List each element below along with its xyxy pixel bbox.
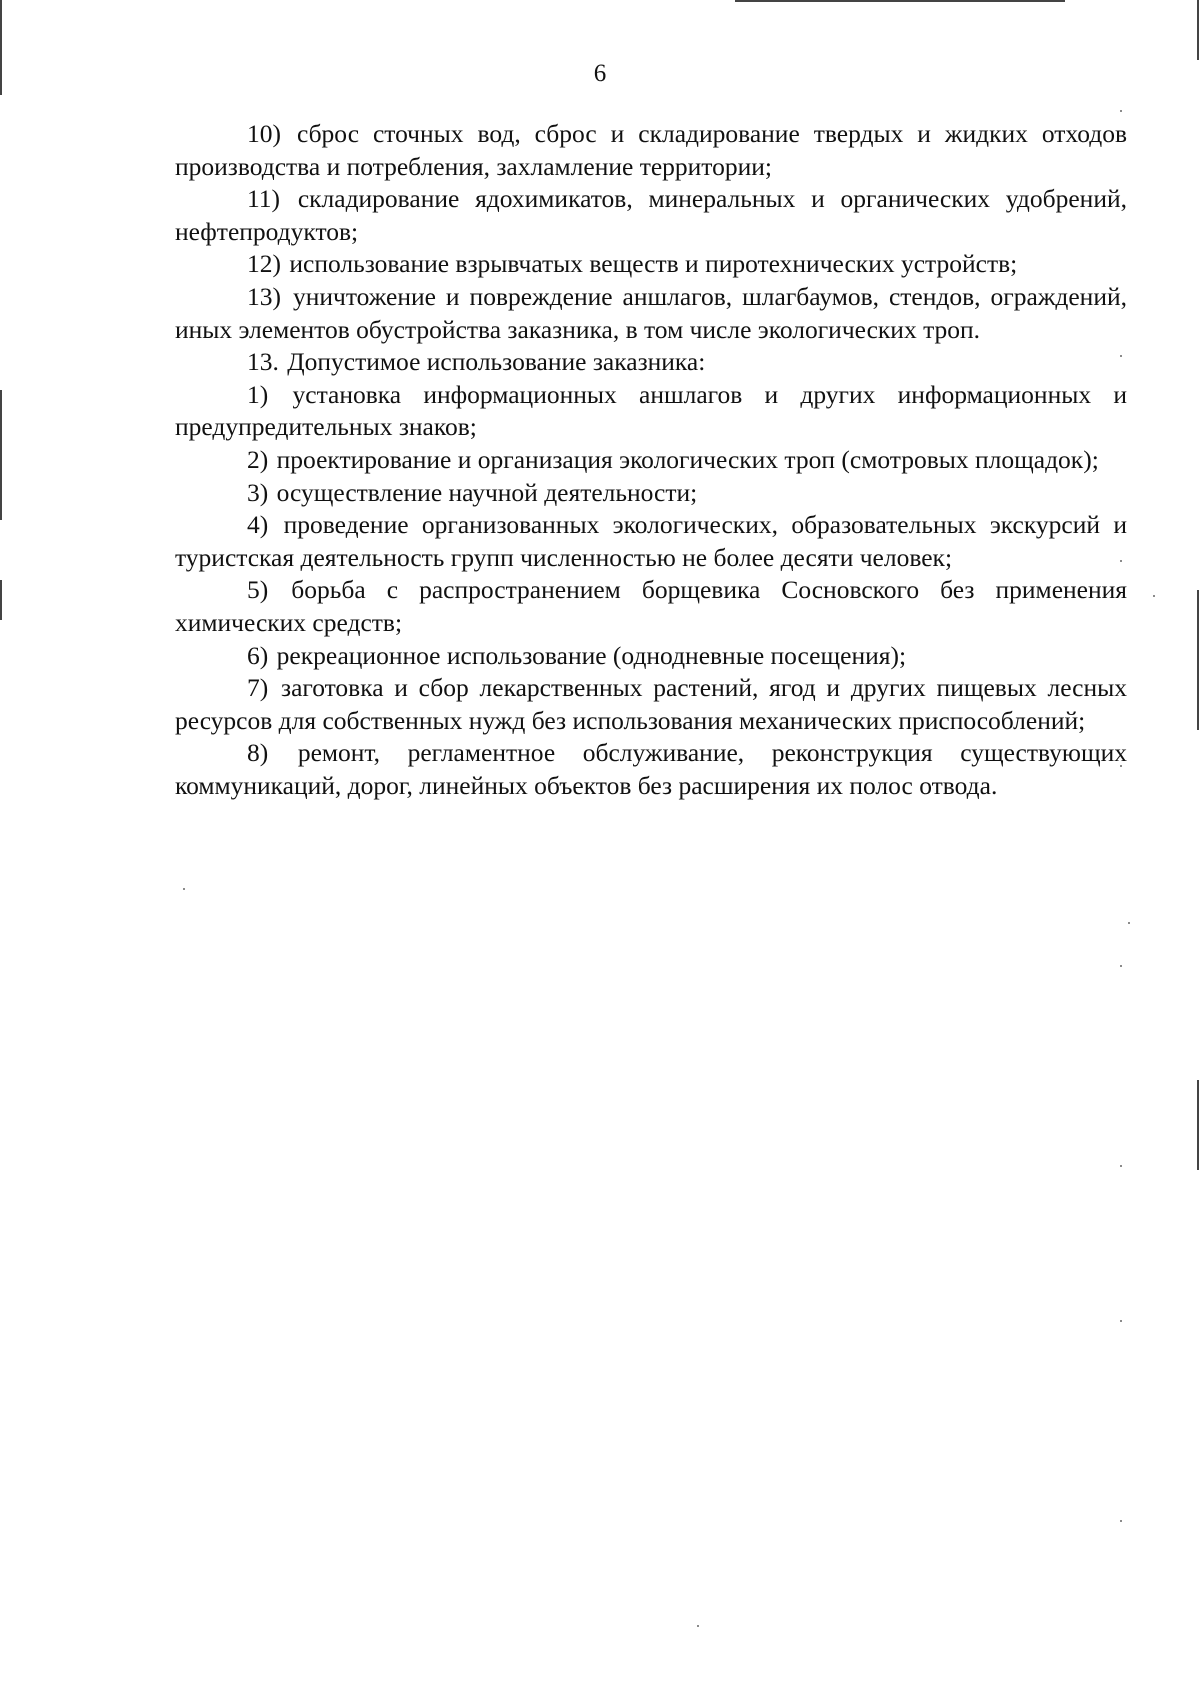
- item-number: 8): [247, 738, 269, 768]
- list-item: [175, 379, 1127, 444]
- item-number: 1): [247, 379, 269, 409]
- scan-edge-left-mid: [0, 390, 2, 520]
- list-item: [175, 183, 1127, 248]
- scan-speck: [697, 1625, 699, 1627]
- item-text: осуществление научной деятельности;: [276, 477, 698, 507]
- list-item: [175, 640, 1127, 673]
- item-number: 12): [247, 249, 281, 279]
- item-number: 5): [247, 575, 269, 605]
- item-text: складирование ядохимикатов, минеральных и органических удобрений, нефтепродуктов;: [175, 184, 1127, 246]
- list-item: [175, 281, 1127, 346]
- item-number: 13): [247, 281, 281, 311]
- scan-speck: [183, 888, 185, 890]
- item-text: ремонт, регламентное обслуживание, реконструкция существующих коммуникаций, дорог, линейных объектов без расширения их полос отвода.: [175, 738, 1127, 800]
- item-number: 10): [247, 119, 281, 148]
- section-heading: [175, 346, 1127, 379]
- item-text: рекреационное использование (однодневные посещения);: [276, 640, 907, 670]
- scan-speck: [1120, 1320, 1122, 1322]
- item-number: 6): [247, 640, 269, 670]
- list-item: [175, 509, 1127, 574]
- list-item: [175, 737, 1127, 802]
- item-number: 11): [247, 184, 281, 214]
- scan-speck: [1128, 922, 1130, 924]
- scan-speck: [1120, 110, 1122, 112]
- scan-edge-right-mid: [1197, 590, 1199, 730]
- item-number: 7): [247, 673, 269, 703]
- item-text: уничтожение и повреждение аншлагов, шлагбаумов, стендов, ограждений, иных элементов обустройства заказника, в том числе экологических троп.: [175, 281, 1127, 344]
- scan-edge-right-low: [1197, 1080, 1199, 1170]
- list-item: [175, 118, 1127, 183]
- item-number: 3): [247, 477, 269, 507]
- scan-speck: [1120, 1520, 1122, 1522]
- page-number: 6: [593, 60, 607, 87]
- scan-speck: [1120, 1165, 1122, 1167]
- scan-speck: [1120, 965, 1122, 967]
- item-text: заготовка и сбор лекарственных растений, ягод и других пищевых лесных ресурсов для собственных нужд без использования механических приспособлений;: [175, 673, 1127, 735]
- scan-edge-left-low: [0, 580, 2, 620]
- list-item: [175, 574, 1127, 639]
- list-item: [175, 248, 1127, 281]
- list-item: [175, 444, 1127, 477]
- item-text: проведение организованных экологических, образовательных экскурсий и туристская деятельность групп численностью не более десяти человек;: [175, 510, 1127, 572]
- section-text: Допустимое использование заказника:: [287, 347, 706, 377]
- list-item: [175, 477, 1127, 510]
- item-text: борьба с распространением борщевика Сосновского без применения химических средств;: [175, 575, 1127, 637]
- item-number: 4): [247, 510, 269, 540]
- item-number: 2): [247, 444, 269, 474]
- section-number: 13.: [247, 347, 279, 377]
- scan-speck: [1153, 595, 1155, 597]
- document-body: [175, 118, 1127, 802]
- list-item: [175, 672, 1127, 737]
- scan-edge-top: [735, 0, 1065, 2]
- scan-edge-right-top: [1197, 0, 1199, 60]
- item-text: установка информационных аншлагов и других информационных и предупредительных знаков;: [175, 379, 1127, 442]
- item-text: проектирование и организация экологических троп (смотровых площадок);: [276, 444, 1099, 474]
- item-text: сброс сточных вод, сброс и складирование твердых и жидких отходов производства и потребления, захламление территории;: [175, 119, 1127, 181]
- item-text: использование взрывчатых веществ и пиротехнических устройств;: [289, 249, 1018, 279]
